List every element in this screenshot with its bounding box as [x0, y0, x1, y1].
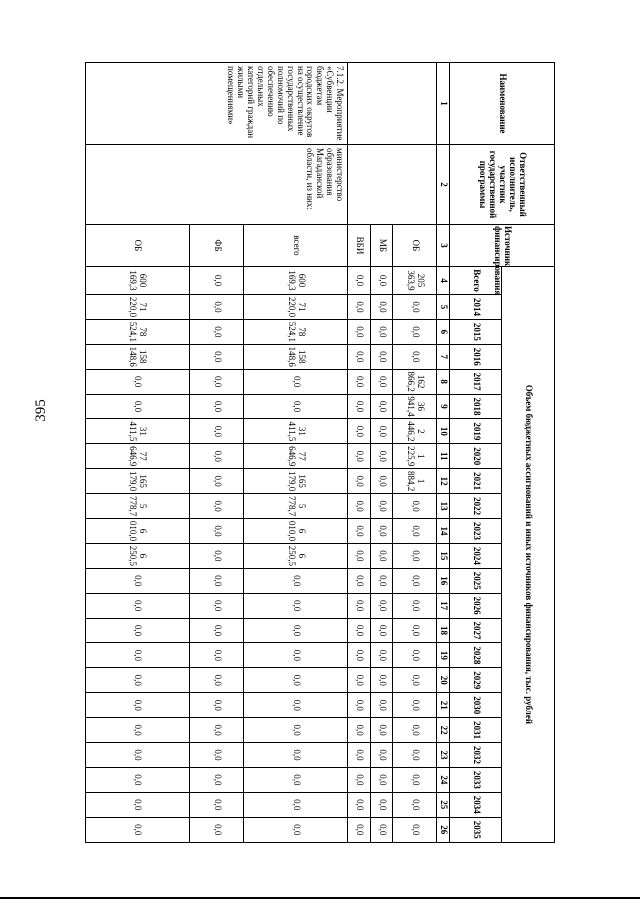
value-cell: 77 646,9 [244, 444, 348, 469]
value-cell: 0,0 [370, 519, 393, 544]
total-header: Всего [449, 267, 502, 295]
value-cell: 0,0 [393, 643, 436, 668]
value-cell: 0,0 [348, 319, 371, 344]
value-cell: 0,0 [189, 792, 243, 817]
value-cell: 0,0 [189, 519, 243, 544]
value-cell: 165 179,0 [244, 469, 348, 494]
value-cell: 165 179,0 [86, 469, 190, 494]
year-header: 2014 [449, 295, 502, 320]
value-cell: 0,0 [348, 817, 371, 842]
page-number: 395 [32, 399, 49, 422]
value-cell: 36 941,4 [393, 394, 436, 419]
value-cell: 0,0 [370, 668, 393, 693]
value-cell: 0,0 [393, 618, 436, 643]
column-number: 23 [436, 743, 449, 768]
year-header: 2017 [449, 369, 502, 394]
column-number: 14 [436, 519, 449, 544]
total-cell: 0,0 [189, 267, 243, 295]
value-cell: 0,0 [348, 394, 371, 419]
year-header: 2020 [449, 444, 502, 469]
value-cell: 0,0 [86, 668, 190, 693]
year-header: 2032 [449, 743, 502, 768]
column-number: 1 [436, 63, 449, 145]
value-cell: 0,0 [393, 519, 436, 544]
value-cell: 0,0 [348, 643, 371, 668]
column-number: 9 [436, 394, 449, 419]
value-cell: 6 010,0 [244, 519, 348, 544]
value-cell: 0,0 [189, 419, 243, 444]
value-cell: 0,0 [189, 295, 243, 320]
value-cell: 0,0 [370, 792, 393, 817]
value-cell: 0,0 [244, 643, 348, 668]
value-cell: 0,0 [189, 693, 243, 718]
total-cell: 205 363,9 [393, 267, 436, 295]
column-number: 15 [436, 543, 449, 568]
value-cell: 6 250,5 [244, 543, 348, 568]
column-number: 24 [436, 767, 449, 792]
value-cell: 6 250,5 [86, 543, 190, 568]
value-cell: 77 646,9 [86, 444, 190, 469]
value-cell: 5 778,7 [244, 494, 348, 519]
value-cell: 0,0 [393, 767, 436, 792]
value-cell: 0,0 [189, 369, 243, 394]
column-number: 8 [436, 369, 449, 394]
value-cell: 0,0 [393, 693, 436, 718]
value-cell: 0,0 [370, 419, 393, 444]
value-cell: 0,0 [189, 618, 243, 643]
empty-name-cell [348, 63, 437, 145]
value-cell: 162 866,2 [393, 369, 436, 394]
table-row [244, 63, 348, 843]
value-cell: 0,0 [370, 718, 393, 743]
column-number: 25 [436, 792, 449, 817]
value-cell: 71 220,0 [244, 295, 348, 320]
value-cell: 0,0 [348, 767, 371, 792]
value-cell: 0,0 [348, 618, 371, 643]
value-cell: 0,0 [348, 444, 371, 469]
value-cell: 31 411,5 [86, 419, 190, 444]
value-cell: 0,0 [370, 568, 393, 593]
value-cell: 0,0 [244, 369, 348, 394]
year-header: 2026 [449, 593, 502, 618]
column-number: 6 [436, 319, 449, 344]
value-cell: 0,0 [348, 693, 371, 718]
value-cell: 0,0 [348, 718, 371, 743]
year-header: 2029 [449, 668, 502, 693]
value-cell: 0,0 [370, 743, 393, 768]
value-cell: 0,0 [348, 792, 371, 817]
value-cell: 0,0 [393, 543, 436, 568]
value-cell: 0,0 [348, 344, 371, 369]
year-header: 2023 [449, 519, 502, 544]
value-cell: 0,0 [244, 593, 348, 618]
empty-responsible-cell [348, 145, 437, 225]
value-cell: 0,0 [189, 743, 243, 768]
value-cell: 0,0 [393, 494, 436, 519]
column-number: 2 [436, 145, 449, 225]
column-number: 13 [436, 494, 449, 519]
column-number: 7 [436, 344, 449, 369]
value-cell: 78 524,1 [244, 319, 348, 344]
total-cell: 600 169,3 [244, 267, 348, 295]
value-cell: 0,0 [393, 568, 436, 593]
column-numbers-row [436, 63, 449, 843]
value-cell: 6 010,0 [86, 519, 190, 544]
column-number: 21 [436, 693, 449, 718]
value-cell: 78 524,1 [86, 319, 190, 344]
year-header: 2022 [449, 494, 502, 519]
value-cell: 0,0 [348, 295, 371, 320]
total-cell: 600 169,3 [86, 267, 190, 295]
value-cell: 0,0 [189, 568, 243, 593]
value-cell: 0,0 [370, 344, 393, 369]
value-cell: 0,0 [348, 419, 371, 444]
measure-responsible: министерство образования Магаданской области, из них: [86, 145, 348, 225]
value-cell: 0,0 [370, 394, 393, 419]
value-cell: 1 225,9 [393, 444, 436, 469]
source-cell: всего [244, 225, 348, 267]
year-header: 2025 [449, 568, 502, 593]
value-cell: 5 778,7 [86, 494, 190, 519]
value-cell: 0,0 [86, 693, 190, 718]
column-number: 18 [436, 618, 449, 643]
value-cell: 0,0 [370, 295, 393, 320]
value-cell: 0,0 [370, 693, 393, 718]
value-cell: 0,0 [244, 568, 348, 593]
value-cell: 0,0 [244, 743, 348, 768]
value-cell: 0,0 [244, 618, 348, 643]
value-cell: 0,0 [244, 767, 348, 792]
year-header: 2035 [449, 817, 502, 842]
value-cell: 0,0 [244, 718, 348, 743]
value-cell: 0,0 [370, 444, 393, 469]
value-cell: 0,0 [370, 593, 393, 618]
value-cell: 0,0 [189, 668, 243, 693]
value-cell: 0,0 [348, 743, 371, 768]
value-cell: 0,0 [189, 767, 243, 792]
value-cell: 0,0 [348, 519, 371, 544]
source-cell: МБ [370, 225, 393, 267]
value-cell: 0,0 [370, 369, 393, 394]
value-cell: 0,0 [189, 718, 243, 743]
value-cell: 0,0 [86, 792, 190, 817]
header-row-1 [502, 63, 555, 843]
value-cell: 1 884,2 [393, 469, 436, 494]
column-number: 5 [436, 295, 449, 320]
value-cell: 0,0 [189, 817, 243, 842]
value-cell: 0,0 [370, 319, 393, 344]
year-header: 2021 [449, 469, 502, 494]
column-number: 10 [436, 419, 449, 444]
value-cell: 0,0 [86, 817, 190, 842]
column-number: 11 [436, 444, 449, 469]
value-cell: 0,0 [244, 817, 348, 842]
value-cell: 0,0 [86, 718, 190, 743]
value-cell: 0,0 [370, 494, 393, 519]
responsible-header: Ответственный исполнитель, участник государственной программы [449, 145, 554, 225]
column-number: 16 [436, 568, 449, 593]
value-cell: 0,0 [189, 593, 243, 618]
value-cell: 0,0 [86, 593, 190, 618]
value-cell: 0,0 [370, 817, 393, 842]
value-cell: 0,0 [244, 668, 348, 693]
value-cell: 0,0 [86, 643, 190, 668]
year-header: 2015 [449, 319, 502, 344]
value-cell: 0,0 [348, 469, 371, 494]
value-cell: 0,0 [189, 543, 243, 568]
value-cell: 0,0 [189, 469, 243, 494]
value-cell: 0,0 [348, 494, 371, 519]
value-cell: 0,0 [189, 344, 243, 369]
financing-table [85, 62, 555, 843]
column-number: 22 [436, 718, 449, 743]
year-header: 2024 [449, 543, 502, 568]
year-header: 2034 [449, 792, 502, 817]
column-number: 3 [436, 225, 449, 267]
bottom-rule [0, 897, 640, 899]
value-cell: 0,0 [370, 469, 393, 494]
value-cell: 0,0 [393, 718, 436, 743]
value-cell: 0,0 [348, 369, 371, 394]
source-cell: ОБ [393, 225, 436, 267]
value-cell: 0,0 [189, 319, 243, 344]
value-cell: 0,0 [86, 767, 190, 792]
value-cell: 0,0 [189, 643, 243, 668]
value-cell: 0,0 [393, 743, 436, 768]
year-header: 2019 [449, 419, 502, 444]
value-cell: 158 148,6 [86, 344, 190, 369]
value-cell: 0,0 [348, 543, 371, 568]
year-header: 2033 [449, 767, 502, 792]
value-cell: 0,0 [189, 394, 243, 419]
value-cell: 0,0 [86, 743, 190, 768]
value-cell: 0,0 [348, 668, 371, 693]
value-cell: 31 411,5 [244, 419, 348, 444]
value-cell: 0,0 [348, 593, 371, 618]
year-header: 2018 [449, 394, 502, 419]
column-number: 26 [436, 817, 449, 842]
value-cell: 0,0 [86, 568, 190, 593]
value-cell: 0,0 [244, 394, 348, 419]
rotated-table-wrapper [85, 62, 555, 842]
total-cell: 0,0 [370, 267, 393, 295]
value-cell: 0,0 [393, 792, 436, 817]
value-cell: 0,0 [244, 693, 348, 718]
table-row [393, 63, 436, 843]
value-cell: 0,0 [86, 369, 190, 394]
source-cell: ФБ [189, 225, 243, 267]
year-header: 2027 [449, 618, 502, 643]
value-cell: 0,0 [370, 618, 393, 643]
column-number: 17 [436, 593, 449, 618]
value-cell: 0,0 [393, 319, 436, 344]
year-header: 2028 [449, 643, 502, 668]
measure-name: 7.1.2. Мероприятие «Субвенции бюджетам городских округов на осуществление государственных полномочий по обеспечению отдельных категорий граждан жилыми помещениями» [86, 63, 348, 145]
value-cell: 0,0 [393, 344, 436, 369]
name-header: Наименование [449, 63, 554, 145]
value-cell: 0,0 [86, 618, 190, 643]
value-cell: 0,0 [370, 643, 393, 668]
volume-caption: Объем бюджетных ассигнований и иных источников финансирования, тыс. рублей [502, 267, 555, 843]
source-header: Источник финансирования [449, 225, 554, 267]
value-cell: 0,0 [86, 394, 190, 419]
value-cell: 0,0 [189, 494, 243, 519]
total-cell: 0,0 [348, 267, 371, 295]
value-cell: 0,0 [370, 543, 393, 568]
value-cell: 2 446,2 [393, 419, 436, 444]
value-cell: 0,0 [393, 295, 436, 320]
value-cell: 0,0 [348, 568, 371, 593]
column-number: 12 [436, 469, 449, 494]
column-number: 19 [436, 643, 449, 668]
source-cell: ВБИ [348, 225, 371, 267]
year-header: 2031 [449, 718, 502, 743]
column-number: 20 [436, 668, 449, 693]
value-cell: 0,0 [189, 444, 243, 469]
year-header: 2030 [449, 693, 502, 718]
value-cell: 0,0 [244, 792, 348, 817]
value-cell: 158 148,6 [244, 344, 348, 369]
column-number: 4 [436, 267, 449, 295]
value-cell: 71 220,0 [86, 295, 190, 320]
year-header: 2016 [449, 344, 502, 369]
value-cell: 0,0 [393, 668, 436, 693]
source-cell: ОБ [86, 225, 190, 267]
value-cell: 0,0 [393, 817, 436, 842]
value-cell: 0,0 [393, 593, 436, 618]
value-cell: 0,0 [370, 767, 393, 792]
